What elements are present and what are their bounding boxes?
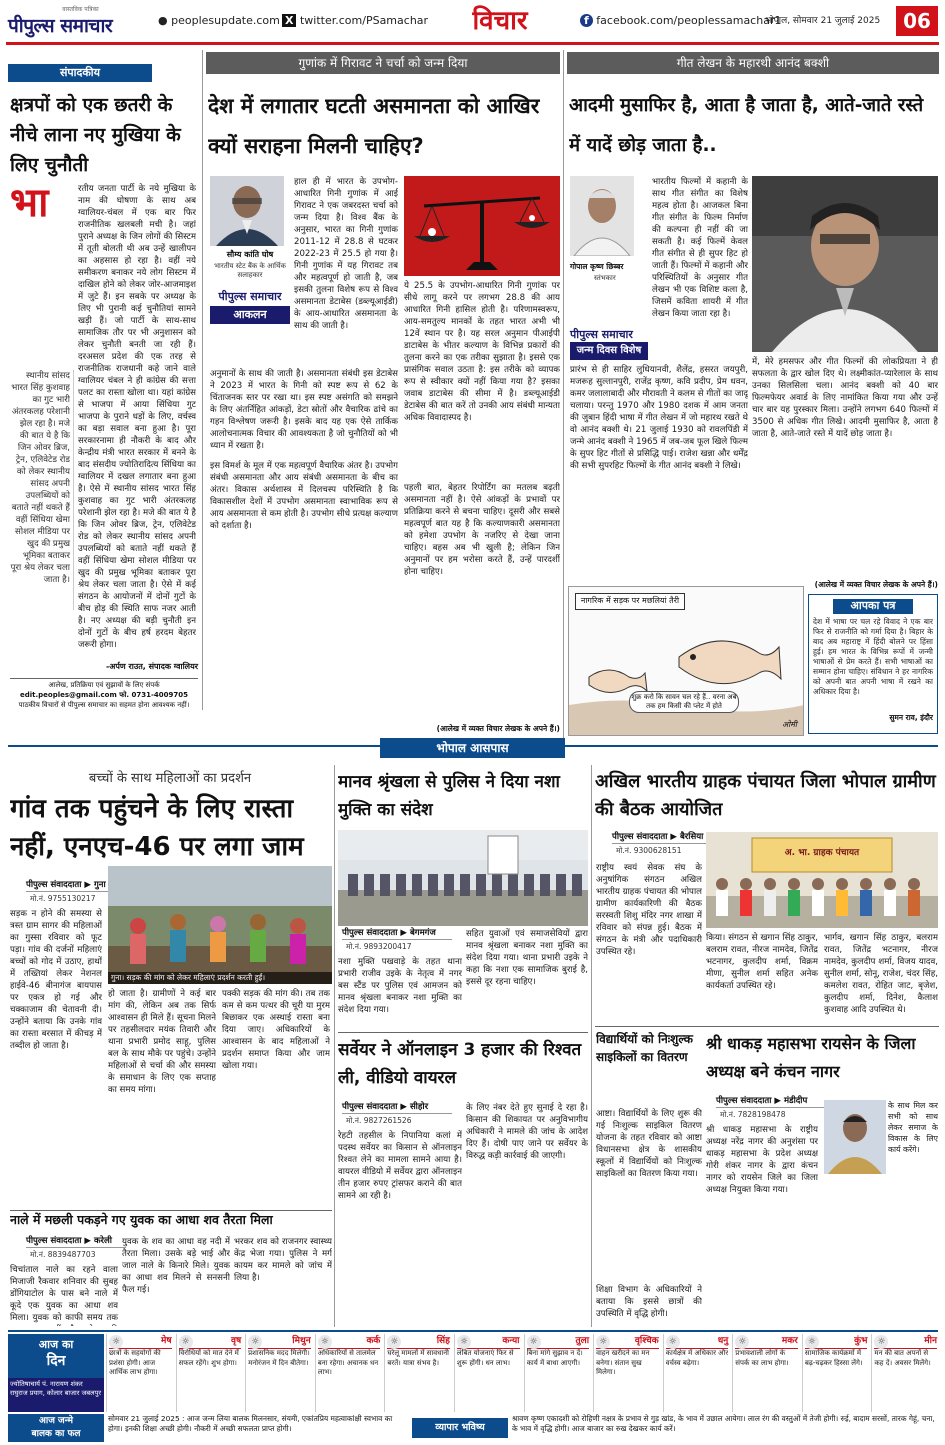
horoscope-sign [802, 1334, 870, 1412]
article2-body2: प्रारंभ से ही साहिर लुधियानवी, शैलेंद्र, हसरत जयपुरी, मजरूह सुल्तानपुरी, राजेंद्र कृष्ण, कवि प्रदीप, प्रेम धवन, कमर जलालाबादी और मौरावती ने कलम से गीतों का जादू चलाया। परन्तु 1970 और 1980 दशक में आम जनता की जुबान हिंदी भाषा में गीत लेखन में जो महारथ रखते थे वो आनंद बक्शी थे। 21 जुलाई 1930 को रावलपिंडी में जन्मे आनंद बक्शी ने 1965 में जब-जब फूल खिले फिल्म के सुपर हिट गीतों से प्रसिद्धि पाई। राजेश खन्ना और धर्मेंद्र की सभी सुपरहिट फिल्मों के गीत आनंद बक्शी ने लिखे। [570, 365, 748, 471]
horoscope-sign-text: लंबित योजनाएं फिर से शुरू होंगी। धन लाभ। [456, 1349, 514, 1367]
story3-headline: सर्वेयर ने ऑनलाइन 3 हजार की रिश्वत ली, वीडियो वायरल [338, 1040, 582, 1088]
zodiac-icon: ☼ [387, 1335, 401, 1349]
story2-mobile: मो.नं. 9893200417 [346, 942, 412, 951]
lyricist-portrait-icon [752, 176, 938, 352]
horoscope-sign-name: कुंभ [805, 1334, 868, 1349]
story4-body2: किया। संगठन से खगान सिंह ठाकुर, बलराम रावत, नीरज नामदेव, जितेंद्र भटनागर, कुलदीप शर्मा, विक्रम मीणा, सुनील शर्मा सहित अनेक कार्यकर्ता उपस्थित रहे। [706, 933, 818, 991]
story1-mobile: मो.नं. 9755130217 [30, 894, 96, 903]
horoscope-sign-name: मेष [109, 1334, 172, 1349]
article1-body1: हाल ही में भारत के उपभोग-आधारित गिनी गुणांक में आई गिरावट ने एक जबरदस्त चर्चा को जन्म दिया है। विश्व बैंक के अनुसार, भारत का गिनी गुणांक 2011-12 में 28.8 से घटकर 2022-23 में 25.5 हो गया है। गिनी गुणांक में यह गिरावट तब और महत्वपूर्ण हो जाती है, जब इसकी तुलना विशेष रूप से विश्व असमानता डेटाबेस (डब्ल्यूआईडी) के आय-आधारित असमानता के साथ की जाती है। [294, 177, 398, 331]
cartoon-box [568, 586, 804, 736]
horoscope-sign-text: मन की बात अपनों से कह दें। अवसर मिलेंगे। [874, 1349, 931, 1367]
horoscope-sign [315, 1334, 383, 1412]
letter-box [808, 594, 938, 734]
human-chain-photo-icon [338, 830, 588, 926]
article1-body2: अनुमानों के साथ की जाती है। असमानता संबंधी इस डेटाबेस ने 2023 में भारत के गिनी को स्पष्ट रूप से 62 के चिंताजनक स्तर पर रखा था। इस स्पष्ट असंगति को समझने के लिए अंतर्निहित आंकड़ों, डेटा स्रोतों और वैचारिक ढांचे का गहन विश्लेषण जरूरी है। इसके बाद यह एक ऐसे तार्किक आलोचनात्मक विचार की आवश्यकता है जो चुनौतियों को भी ध्यान में रखता है। [210, 369, 398, 451]
horoscope-sign-text: वाहन खरीदने का मन बनेगा। संतान सुख मिलेगा। [596, 1349, 650, 1376]
horoscope-sign-text: अधिकारियों से तालमेल बना रहेगा। अचानक धन लाभ। [317, 1349, 379, 1376]
editorial-body: रतीय जनता पार्टी के नये मुखिया के नाम की घोषणा के साथ अब ग्वालियर-चंबल में एक बार फिर राजनीतिक खलबली मची है। जहां पुराने अध्यक्ष के जिन लोगों की सिस्टम में तूती बोलती थी अब उन्हें खालीपन का अहसास हो रहा है। वहीं नये समीकरण बनाकर नये लोग सिस्टम में दाखिल होने को लेकर जोर-आजमाइश में जुटे हैं। इन सबके पर अध्यक्ष के लिए भी पुरानी कई चुनौतियां सामने खड़ी हैं। जो पार्टी के साथ-साथ सामाजिक तौर पर भी अनुशासन को लेकर चुनौती बनती जा रही हैं। दरअसल प्रदेश की एक तरह से राजनीतिक राजधानी कहे जाने वाले ग्वालियर चंबल ने ही कांग्रेस की सत्ता पलट का रास्ता खोला था। यहां कांग्रेस से भाजपा में आया सिंधिया गुट भाजपा के पुराने धड़ों के लिए, वर्चस्व का बड़ा सवाल बना हुआ है। पूरा सरकारनामा ही नौकरी के बाद और केन्द्रीय मंत्री भारत सरकार में बनने के बाद संसदीय ज्योतिरादित्य सिंधिया का ग्वालियर में दखल लगातार बना हुआ है। ऐसे में स्थानीय सांसद भारत सिंह कुशवाह का गुट भारी अंतरकलह परेशानी झेल रहा है। मजे की बात ये है कि जिन ओवर ब्रिज, ट्रेन, एलिवेटेड रोड को लेकर स्थानीय सांसद अपनी उपलब्धियों को बताते नहीं थकते हैं वहीं सिंधिया खेमा सोशल मीडिया पर खुद की प्रमुख भूमिका बताकर पूरा श्रेय लेकर चला जाता है। ऐसे में कई संगठन के आयोजनों में दोनों गुटों के बीच होड़ की स्थिति साफ नजर आती है। नए अध्यक्ष की बड़ी चुनौती इन दोनों गुटों के बीच हर्ष हरदम बेहतर जरूरी होगा। [78, 184, 196, 650]
horoscope-sign-name: कन्या [457, 1334, 520, 1349]
author2-photo [570, 176, 634, 256]
editorial-label: संपादकीय [8, 64, 152, 82]
masthead [0, 0, 945, 42]
article1-headline: देश में लगातार घटती असमानता को आखिर क्यों सराहना मिलनी चाहिए? [208, 94, 540, 158]
article2-kicker: गीत लेखन के महारथी आनंद बक्शी [567, 52, 939, 74]
facebook-icon: f [580, 14, 593, 27]
letter-title: आपका पत्र [833, 599, 913, 614]
born-today-text: सोमवार 21 जुलाई 2025 : आज जन्म लिया बालक मिलनसार, संयमी, एकांतप्रिय महत्वाकांक्षी स्वभाव का होगा। इनकी शिक्षा अच्छी होगी। नौकरी में अच्छी सफलता प्राप्त होगी। [108, 1414, 393, 1433]
article2-footnote: (आलेख में व्यक्त विचार लेखक के अपने हैं।) [814, 580, 938, 589]
story4-photo [706, 832, 938, 928]
author1-role: भारतीय स्टेट बैंक के आर्थिक सलाहकार [214, 262, 286, 279]
horoscope-sign [454, 1334, 522, 1412]
author2-role: स्तंभकार [594, 274, 616, 282]
story1-body3: पक्की सड़क की मांग की। तब तक कम से कम पत्थर की चूरी या मुरम बिछाकर एक अस्थाई रास्ता बना दिया जाए। अधिकारियों के आश्वासन के बाद महिलाओं ने प्रदर्शन समाप्त किया और जाम खोला गया। [222, 989, 330, 1071]
horoscope-sign-text: प्रभावशाली लोगों के संपर्क का लाभ होगा। [735, 1349, 789, 1367]
horoscope-sign-name: मीन [874, 1334, 937, 1349]
article1-body4: ये 25.5 के उपभोग-आधारित गिनी गुणांक पर सीधे लागू करने पर लगभग 28.8 की आय आधारित गिनी हासिल होती है। परिणामस्वरूप, आय-समतुल्य मानकों के तहत भारत अभी भी 12वें स्थान पर है। यह सरल अनुमान पीआईपी डाटाबेस के भीतर कल्याण के विभिन्न प्रकारों की तुलना करने का एक तरीका सुझाता है। इससे एक प्रासंगिक सवाल उठता है: इस तरीके को व्यापक रूप से स्वीकार क्यों नहीं किया गया है? इसका जवाब डाटाबेस की सीमा में है। डब्ल्यूआईडी डेटाबेस की बात करें तो उनकी आय संबंधी मान्यता अधिक विवादास्पद है। [404, 281, 560, 423]
bakshi-photo [752, 176, 938, 352]
horoscope-sign-name: वृष [179, 1334, 242, 1349]
horoscope-sign-text: बिना मांगे सुझाव न दें। कार्य में बाधा आएगी। [526, 1349, 583, 1367]
story2-photo [338, 830, 588, 926]
horoscope-sign-text: छात्रों के सहयोगों की प्रशंसा होगी। आज आर्थिक लाभ होगा। [109, 1349, 161, 1376]
horoscope-sign-text: सामाजिक कार्यक्रमों में बढ़-चढ़कर हिस्सा लेंगे। [804, 1349, 863, 1367]
story1-photo-caption: गुना। सड़क की मांग को लेकर महिलाएं प्रदर्शन करती हुईं। [108, 972, 332, 984]
scale-graphic [404, 176, 560, 276]
horoscope-sign [245, 1334, 313, 1412]
story5-byline: पीपुल्स संवाददाता ▶ करेली [26, 1236, 126, 1248]
group-photo-icon [706, 832, 938, 928]
author2-portrait-icon [570, 176, 634, 256]
letter-body: देश में भाषा पर चल रहे विवाद ने एक बार फिर से राजनीति को गर्मा दिया है। बिहार के बाद अब महाराष्ट्र में हिंदी बोलने पर हिंसा हुई। हम भारत के विभिन्न रूपों में जन्मी भाषाओं से प्रेम करते हैं। सभी भाषाओं का सम्मान होना चाहिए। संविधान ने हर नागरिक को अपनी बात अपनी भाषा में रखने का अधिकार दिया है। [813, 616, 933, 696]
story6-body1: आष्टा। विद्यार्थियों के लिए शुरू की गई निःशुल्क साइकिल वितरण योजना के तहत रविवार को आष्टा विधानसभा क्षेत्र के शासकीय स्कूलों में विद्यार्थियों को निःशुल्क साइकिलों का वितरण किया गया। [596, 1109, 702, 1179]
zodiac-icon: ☼ [874, 1335, 888, 1349]
market-text: श्रावण कृष्ण एकादशी को रोहिणी नक्षत्र के प्रभाव से गुड़ खांड, के भाव में उछाल आयेगा। लाल रंग की वस्तुओं में तेजी होगी। रुई, बादाम सरसों, तारक गेहूं, चना, के भाव में वृद्धि होगी। आज बाजार का रुख देखकर कार्य करें। [512, 1414, 935, 1433]
horoscope-sign [732, 1334, 800, 1412]
article1-footnote: (आलेख में व्यक्त विचार लेखक के अपने हैं।) [436, 724, 560, 733]
horoscope-sign [663, 1334, 731, 1412]
story5-headline: नाले में मछली पकड़ने गए युवक का आधा शव तैरता मिला [10, 1212, 273, 1227]
story5-mobile: मो.नं. 8839487703 [30, 1250, 96, 1259]
story1-byline: पीपुल्स संवाददाता ▶ गुना [26, 880, 126, 892]
horoscope-sign-name: कर्क [318, 1334, 381, 1349]
author1-name: सौम्य कांति घोष [226, 250, 274, 259]
story4-headline: अखिल भारतीय ग्राहक पंचायत जिला भोपाल ग्रामीण की बैठक आयोजित [595, 771, 936, 820]
brand-name: पीपुल्स समाचार [8, 14, 113, 37]
cartoon-caption-bottom: शुक्र करो कि सावन चल रहे हैं.. वरना अब तक हम किसी की प्लेट में होते [629, 691, 739, 713]
cartoon-caption-top: नागरिक में सड़क पर मछलियां तैरी [575, 593, 685, 610]
horoscope-sign-name: धनु [666, 1334, 729, 1349]
zodiac-icon: ☼ [596, 1335, 610, 1349]
website-link[interactable]: ● peoplesupdate.com [158, 14, 280, 27]
story5-body2: युवक के शव का आधा वह नदी में तैरता मिला। उसके बड़े भाई और जाल नाले के किनारे मिले। युवक का आधा शव मिलने से सनसनी फैल गई। [122, 1237, 230, 1295]
horoscope-sign [106, 1334, 174, 1412]
horoscope-title-box: आज का दिन [8, 1334, 104, 1394]
story5-body3: भरकर शव को राजनगर स्वास्थ्य केंद्र भेजा गया। पुलिस ने मर्ग कायम कर मामले को जांच में लिया है। [234, 1237, 332, 1283]
article1-body3: इस विमर्श के मूल में एक महत्वपूर्ण वैचारिक अंतर है। उपभोग संबंधी असमानता और आय संबंधी असमानता के बीच का अंतर। विकास अर्थशास्त्र में दिलचस्प परिस्थिति है कि विकासशील देशों में उपभोग असमानता स्वाभाविक रूप से आय असमानता से कम होती है। उपभोग सीधे प्रत्यक्ष कल्याण को दर्शाता है। [210, 461, 398, 531]
story6-body2: शिक्षा विभाग के अधिकारियों ने बताया कि इससे छात्रों की उपस्थिति में वृद्धि होगी। [596, 1285, 702, 1319]
editorial-signoff: -अर्पण राउत, संपादक ग्वालियर [105, 662, 198, 671]
author2-name: गोपाल कृष्ण छिब्बर [570, 262, 624, 271]
story7-byline: पीपुल्स संवाददाता ▶ मंडीदीप [716, 1096, 826, 1108]
story5-body1: चिचांताल नाले का रहने वाला मिजाजी रैकवार शनिवार की सुबह डोंगियाटोल के पास बने नाले में कूदे एक युवक का आधा शव मिला। युवक को काफी समय तक [10, 1265, 118, 1323]
horoscope-sign-text: कार्यक्षेत्र में अधिकार और वर्चस्व बढ़ेगा। [665, 1349, 729, 1367]
story2-body1: नशा मुक्ति पखवाड़े के तहत थाना प्रभारी राजीव उइके के नेतृत्व में नगर बस स्टैंड पर पुलिस एवं आमजन को मानव श्रृंखला बनाकर नशा मुक्ति का संदेश दिया गया। [338, 957, 462, 1015]
portrait-icon [824, 1100, 886, 1174]
zodiac-icon: ☼ [109, 1335, 123, 1349]
story7-headline: श्री धाकड़ महासभा रायसेन के जिला अध्यक्ष बने कंचन नागर [706, 1034, 916, 1081]
brand-tagline: वास्तविक पत्रिका [62, 6, 99, 13]
story7-photo [824, 1100, 886, 1174]
zodiac-icon: ☼ [735, 1335, 749, 1349]
story2-headline: मानव श्रृंखला से पुलिस ने दिया नशा मुक्ति का संदेश [338, 772, 560, 820]
zodiac-icon: ☼ [666, 1335, 680, 1349]
x-icon: X [282, 14, 296, 27]
article2-body1: भारतीय फिल्मों में कहानी के साथ गीत संगीत का विशेष महत्व होता है। आजकल बिना गीत संगीत के फिल्म निर्माण की कल्पना ही नहीं की जा सकती है। कई फिल्में केवल गीत संगीत से ही सुपर हिट हो जाती हैं। फिल्मों में कहानी और परिस्थितियों के अनुसार गीत लेखन भी एक विशिष्ट कला है, जिसमें कविता शायरी में गीत लेखन किया जाता रहा है। [652, 177, 748, 319]
brand-logo [8, 6, 153, 36]
article1-body5: पहली बात, बेहतर रिपोर्टिंग का मतलब बढ़ती असमानता नहीं है। ऐसे आंकड़ों के प्रभावों पर प्रतिक्रिया करने से बचना चाहिए। दूसरी और सबसे महत्वपूर्ण बात यह है कि कल्याणकारी असमानता को हमेशा उपभोग के नजरिए से देखा जाना चाहिए। बहस अब भी खुली है; लेकिन जिन अनुमानों पर हम भरोसा करते हैं, उन्हें पारदर्शी होना चाहिए। [404, 483, 560, 577]
story1-kicker: बच्चों के साथ महिलाओं का प्रदर्शन [88, 771, 252, 786]
story7-body1: श्री धाकड़ महासभा के राष्ट्रीय अध्यक्ष नरेंद्र नागर की अनुशंसा पर धाकड़ महासभा के प्रदेश अध्यक्ष गोरी शंकर नागर के द्वारा कंचन नागर को रायसेन जिले का जिला अध्यक्ष नियुक्त किया गया। [706, 1125, 818, 1195]
section-bar: भोपाल आसपास [380, 738, 565, 758]
facebook-link[interactable]: f facebook.com/peoplessamachar1 [580, 14, 781, 29]
story3-mobile: मो.नं. 9827261526 [346, 1116, 412, 1125]
horoscope-sign-text: प्रशासनिक मदद मिलेगी। मनोरंजन में दिन बीतेगा। [248, 1349, 310, 1367]
protest-photo-icon [108, 866, 332, 984]
zodiac-icon: ☼ [318, 1335, 332, 1349]
page-number: 06 [896, 6, 938, 36]
location-pin-icon: ▶ [84, 880, 91, 890]
editorial-sidequote: स्थानीय सांसद भारत सिंह कुशवाह का गुट भारी अंतरकलह परेशानी झेल रहा है। मजे की बात ये है कि जिन ओवर ब्रिज, ट्रेन, एलिवेटेड रोड को लेकर स्थानीय सांसद अपनी उपलब्धियों को बताते नहीं थकते हैं वहीं सिंधिया खेमा सोशल मीडिया पर खुद की प्रमुख भूमिका बताकर पूरा श्रेय लेकर चला जाता है। [10, 370, 74, 610]
horoscope-sign [176, 1334, 244, 1412]
story1-body1: सड़क न होने की समस्या से त्रस्त ग्राम सागर की महिलाओं का गुस्सा रविवार को फूट पड़ा। गांव की दर्जनों महिलाएं बच्चों को गोद में उठाए, हाथों में तख्तियां लेकर नेशनल हाईवे-46 बीनागंज बायपास पर एकत्र हो गई और चक्काजाम की चेतावनी दी। उन्होंने बताया कि उनके गांव का रास्ता बरसात में कीचड़ में तब्दील हो जाता है। [10, 909, 102, 1051]
dateline: भोपाल, सोमवार 21 जुलाई 2025 [765, 16, 881, 26]
horoscope-sign [871, 1334, 939, 1412]
fish-cartoon-icon [569, 587, 804, 736]
zodiac-icon: ☼ [179, 1335, 193, 1349]
market-label: व्यापार भविष्य [412, 1418, 508, 1438]
article1-kicker: गुणांक में गिरावट ने चर्चा को जन्म दिया [206, 52, 560, 74]
globe-icon: ● [158, 14, 168, 27]
story7-body2: के साथ मिल कर सभी को साथ लेकर समाज के विकास के लिए कार्य करेंगे। [888, 1101, 938, 1154]
horoscope-sign-name: मिथुन [248, 1334, 311, 1349]
zodiac-icon: ☼ [805, 1335, 819, 1349]
article2-headline: आदमी मुसाफिर है, आता है जाता है, आते-जाते रस्ते में यादें छोड़ जाता है.. [569, 95, 924, 156]
article2-brand: पीपुल्स समाचार [570, 328, 633, 341]
horoscope-sign [524, 1334, 592, 1412]
horoscope-sign-name: सिंह [387, 1334, 450, 1349]
balance-scale-icon [404, 176, 560, 276]
born-today-label: आज जन्मे बालक का फल [8, 1414, 104, 1442]
horoscope-sign-text: विरोधियों को मात देने में सफल रहेंगे। शुभ होगा। [178, 1349, 239, 1367]
story1-headline: गांव तक पहुंचने के लिए रास्ता नहीं, एनएच-46 पर लगा जाम [10, 794, 304, 862]
story4-body3: भार्गव, खगान सिंह ठाकुर, बलराम रावत, जितेंद्र भटनागर, नीरज नामदेव, कुलदीप शर्मा, विजय यादव, सुनील शर्मा, सोनू, राजेश, चंदर सिंह, कमलेश रावत, रोहित जाट, बृजेश, कुलदीप शर्मा, दिनेश, कैलाश कुशवाह आदि उपस्थित थे। [824, 933, 938, 1015]
article2-tag: जन्म दिवस विशेष [570, 342, 648, 360]
horoscope-sign-name: मकर [735, 1334, 798, 1349]
editorial-footer: आलेख, प्रतिक्रिया एवं सुझावों के लिए संपर्क edit.peoples@gmail.com फो. 0731-4009705 पाठकीय विचारों से पीपुल्स समाचार का सहमत होना आवश्यक नहीं। [18, 681, 190, 709]
zodiac-icon: ☼ [457, 1335, 471, 1349]
horoscope-sign-name: वृश्चिक [596, 1334, 659, 1349]
horoscope-sign [593, 1334, 661, 1412]
story2-byline: पीपुल्स संवाददाता ▶ बेगमगंज [342, 928, 452, 940]
story4-banner-text: अ. भा. ग्राहक पंचायत [784, 848, 860, 858]
story1-body2: हो जाता है। ग्रामीणों ने कई बार मांग की, लेकिन अब तक सिर्फ आश्वासन ही मिले हैं। सूचना मिलने पर तहसीलदार मयंक तिवारी और थाना प्रभारी प्रमोद साहू, पुलिस बल के साथ मौके पर पहुंचे। उन्होंने महिलाओं से चर्चा की और समस्या के समाधान के लिए एक सप्ताह का समय मांगा। [108, 989, 216, 1095]
story3-body1: रेहटी तहसील के निपानिया कलां में पदस्थ सर्वेयर का किसान से ऑनलाइन रिश्वत लेने का मामला सामने आया है। वायरल वीडियो में सर्वेयर द्वारा ऑनलाइन तीन हजार रुपए ट्रांसफर कराने की बात सामने आ रही है। [338, 1131, 462, 1201]
horoscope-sign [384, 1334, 452, 1412]
twitter-link[interactable]: X twitter.com/PSamachar [282, 14, 428, 29]
horoscope-sign-text: घरेलू मामलों में सावधानी बरतें। यात्रा संभव है। [387, 1349, 449, 1367]
story1-photo [108, 866, 332, 984]
story6-headline: विद्यार्थियों को निःशुल्क साइकिलों का वितरण [596, 1032, 693, 1064]
article2-body3: में, मेरे हमसफर और गीत फिल्मों की लोकप्रियता ने ही सफलता के द्वार खोल दिए थे। लक्ष्मीकांत-प्यारेलाल के साथ उनका सिलसिला चला। आनंद बक्शी को 40 बार फिल्मफेयर अवार्ड के लिए नामांकित किया गया और उन्हें चार बार यह पुरस्कार मिला। उन्होंने लगभग 640 फिल्मों में 3500 से अधिक गीत लिखे। आदमी मुसाफिर है, आता है जाता है, आते-जाते रस्ते में यादें छोड़ जाता है। [752, 357, 938, 439]
author-photo [210, 176, 284, 246]
zodiac-icon: ☼ [527, 1335, 541, 1349]
editorial-dropcap: भा [10, 180, 49, 226]
author-portrait-icon [210, 176, 284, 246]
zodiac-icon: ☼ [248, 1335, 262, 1349]
story4-byline: पीपुल्स संवाददाता ▶ बैरसिया [612, 832, 722, 844]
editorial-headline: क्षत्रपों को एक छतरी के नीचे लाना नए मुखिया के लिए चुनौती [10, 94, 181, 176]
horoscope-sign-name: तुला [527, 1334, 590, 1349]
story2-body2: सहित युवाओं एवं समाजसेवियों द्वारा मानव श्रृंखला बनाकर नशा मुक्ति का संदेश दिया गया। थाना प्रभारी उइके ने कहा कि नशा एक सामाजिक बुराई है, इससे दूर रहना चाहिए। [466, 929, 588, 987]
horoscope-astrologer: ज्योतिषाचार्य पं. नारायण शंकर राघुराज प्रयाग, कोलार बाजार जबलपुर [8, 1378, 104, 1412]
section-title: विचार [472, 6, 528, 36]
story3-body2: के लिए नंबर देते हुए सुनाई दे रहा है। किसान की शिकायत पर अनुविभागीय अधिकारी ने मामले की जांच के आदेश दिए हैं। दोषी पाए जाने पर सर्वेयर के विरुद्ध कड़ी कार्रवाई की जाएगी। [466, 1103, 588, 1161]
article1-brand: पीपुल्स समाचार [218, 290, 282, 303]
letter-writer: सुमन राव, इंदौर [889, 712, 933, 722]
story4-mobile: मो.नं. 9300628151 [616, 846, 682, 855]
article1-tag: आकलन [210, 306, 290, 324]
story7-mobile: मो.नं. 7828198478 [720, 1110, 786, 1119]
horoscope-grid [106, 1334, 939, 1412]
cartoon-signature: ओमी [781, 720, 797, 730]
story3-byline: पीपुल्स संवाददाता ▶ सीहोर [342, 1102, 452, 1114]
story4-body1: राष्ट्रीय स्वयं सेवक संघ के अनुषांगिक संगठन अखिल भारतीय ग्राहक पंचायत की भोपाल ग्रामीण कार्यकारिणी की बैठक सरस्वती शिशु मंदिर नगर शाखा में रविवार को संपन्न हुई। बैठक में संगठन के मंत्री और पदाधिकारी उपस्थित रहे। [596, 863, 702, 957]
